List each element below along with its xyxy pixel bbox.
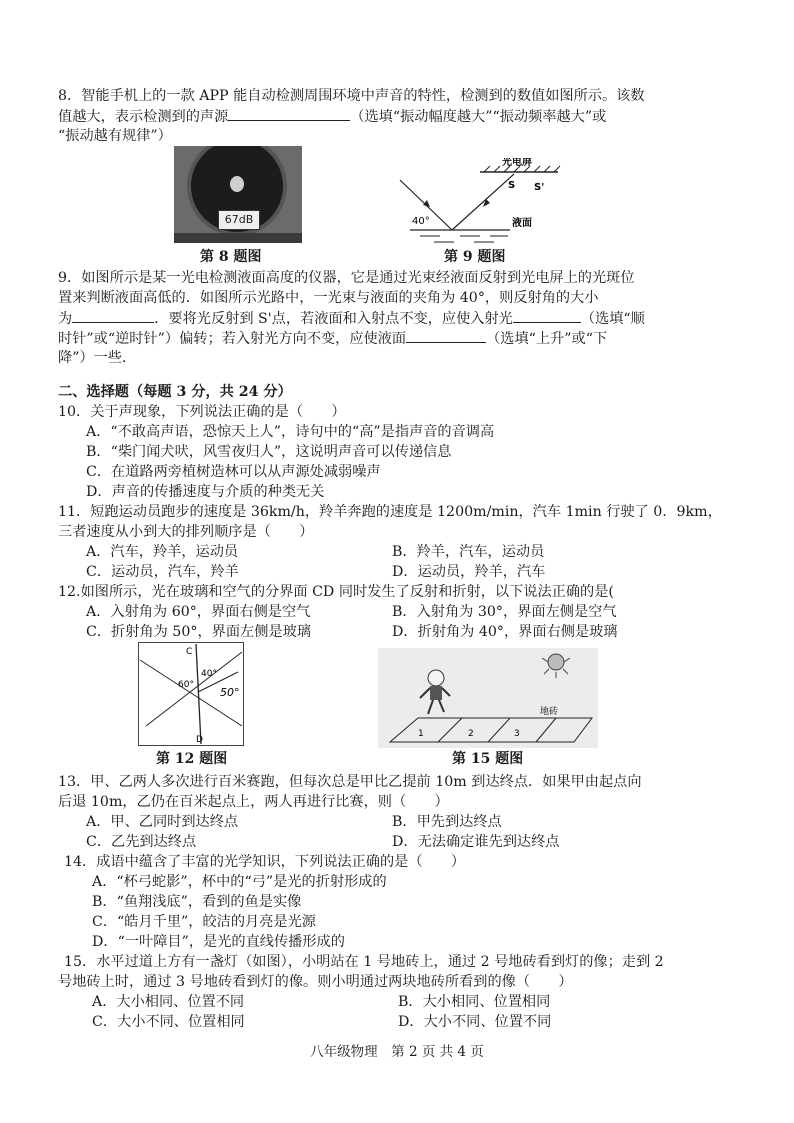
q14-option-b[interactable]: B．“鱼翔浅底”，看到的鱼是实像 [92,894,302,910]
microphone-icon [230,176,244,192]
figure-12-diagram [138,642,244,746]
q10-option-a[interactable]: A．“不敢高声语，恐惊天上人”，诗句中的“高”是指声音的音调高 [86,424,495,440]
q9-line3-a: 为 [58,311,73,327]
q9-blank-1[interactable] [72,308,154,323]
decibel-display [218,210,260,230]
q15-line2: 号地砖上时，通过 3 号地砖看到灯的像。则小明通过两块地砖所看到的像（ ） [58,974,573,990]
q10-option-c[interactable]: C．在道路两旁植树造林可以从声源处减弱噪声 [86,464,381,480]
q13-option-b[interactable]: B．甲先到达终点 [392,814,502,830]
floor-label: 地砖 [540,707,559,717]
q12-option-b[interactable]: B．入射角为 30°，界面左侧是空气 [392,604,617,620]
q14-option-c[interactable]: C．“皓月千里”，皎洁的月亮是光源 [92,914,316,930]
q12-option-c[interactable]: C．折射角为 50°，界面左侧是玻璃 [86,624,311,640]
q9-line3 [58,308,645,329]
q15-option-b[interactable]: B．大小相同、位置相同 [398,994,551,1010]
q9-line4-a: 时针”或“逆时针”）偏转；若入射光方向不变，应使液面 [58,331,407,347]
q12-stem: 12.如图所示，光在玻璃和空气的分界面 CD 同时发生了反射和折射，以下说法正确的是( [58,584,614,600]
label-60: 60° [178,680,194,690]
q14-stem: 14．成语中蕴含了丰富的光学知识，下列说法正确的是（ ） [64,854,466,870]
q11-option-b[interactable]: B．羚羊，汽车，运动员 [392,544,545,560]
q9-line5: 降”）一些． [58,350,137,366]
interface-cd [196,644,201,744]
label-c: C [186,647,193,657]
liquid-label: 液面 [512,218,532,229]
section-2-heading: 二、选择题（每题 3 分，共 24 分） [58,384,292,400]
q9-blank-3[interactable] [406,328,486,343]
tile-1-label: 1 [418,729,424,739]
q13-option-c[interactable]: C．乙先到达终点 [86,834,197,850]
label-40: 40° [201,669,217,679]
q8-line3: “振动越有规律”） [58,128,172,144]
q15-line1: 15．水平过道上方有一盏灯（如图），小明站在 1 号地砖上，通过 2 号地砖看到灯的像；走到 2 [64,954,664,970]
q15-option-c[interactable]: C．大小不同、位置相同 [92,1014,245,1030]
tile-3-label: 3 [514,729,520,739]
decibel-value: 67dB [224,213,254,226]
label-50: 50° [220,686,240,699]
figure-9-diagram [390,158,570,248]
q11-line1: 11．短跑运动员跑步的速度是 36km/h，羚羊奔跑的速度是 1200m/min，汽车 1min 行驶了 0．9km， [58,504,722,520]
q15-option-d[interactable]: D．大小不同、位置不同 [398,1014,552,1030]
label-d: D [196,735,203,745]
q9-line3-b: ．要将光反射到 S'点，若液面和入射点不变，应使入射光 [154,311,513,327]
figure-8-photo [174,146,302,243]
q15-option-a[interactable]: A．大小相同、位置不同 [92,994,245,1010]
q9-line3-c: （选填“顺 [580,311,645,327]
tile-2-label: 2 [468,729,474,739]
q8-line2 [58,106,606,127]
figure-12-caption: 第 12 题图 [156,751,228,767]
q8-line2-a: 值越大，表示检测到的声源 [58,109,229,125]
photo-base [174,233,302,243]
reflected-arrow [483,199,490,207]
q10-option-b[interactable]: B．“柴门闻犬吠，风雪夜归人”，这说明声音可以传递信息 [86,444,452,460]
q9-line1: 9．如图所示是某一光电检测液面高度的仪器，它是通过光束经液面反射到光电屏上的光斑位 [58,270,635,286]
figure-15-background [378,648,598,748]
q11-option-d[interactable]: D．运动员，羚羊，汽车 [392,564,546,580]
q13-option-a[interactable]: A．甲、乙同时到达终点 [86,814,239,830]
point-s-label: S [508,180,516,191]
point-s-prime-label: S' [534,182,545,193]
screen-label: 光电屏 [502,158,532,168]
q9-line4-b: （选填“上升”或“下 [486,331,608,347]
q9-line2: 置来判断液面高低的．如图所示光路中，一光束与液面的夹角为 40°，则反射角的大小 [58,290,599,306]
q11-option-c[interactable]: C．运动员，汽车，羚羊 [86,564,239,580]
figure-15-diagram [378,648,598,748]
liquid-waves [420,236,508,242]
q8-line1: 8．智能手机上的一款 APP 能自动检测周围环境中声音的特性，检测到的数值如图所示。该数 [58,88,645,104]
q9-blank-2[interactable] [513,308,581,323]
reflected-ray [452,174,514,230]
figure-15-caption: 第 15 题图 [452,751,524,767]
q10-option-d[interactable]: D．声音的传播速度与介质的种类无关 [86,484,325,500]
figure-9-caption: 第 9 题图 [444,249,506,265]
q14-option-d[interactable]: D．“一叶障目”，是光的直线传播形成的 [92,934,345,950]
q9-line4 [58,328,607,349]
q8-answer-blank[interactable] [228,106,350,121]
q13-option-d[interactable]: D．无法确定谁先到达终点 [392,834,560,850]
q13-line2: 后退 10m，乙仍在百米起点上，两人再进行比赛，则（ ） [58,794,449,810]
q10-stem: 10．关于声现象，下列说法正确的是（ ） [58,404,346,420]
q12-option-a[interactable]: A．入射角为 60°，界面右侧是空气 [86,604,311,620]
q13-line1: 13．甲、乙两人多次进行百米赛跑，但每次总是甲比乙提前 10m 到达终点．如果甲由起点向 [58,774,642,790]
page-footer: 八年级物理 第 2 页 共 4 页 [310,1044,484,1060]
figure-8-caption: 第 8 题图 [200,249,262,265]
q14-option-a[interactable]: A．“杯弓蛇影”，杯中的“弓”是光的折射形成的 [92,874,387,890]
q11-option-a[interactable]: A．汽车，羚羊，运动员 [86,544,239,560]
q11-line2: 三者速度从小到大的排列顺序是（ ） [58,524,314,540]
angle-40-label: 40° [412,216,430,227]
q8-line2-b: （选填“振动幅度越大”“振动频率越大”或 [350,109,607,125]
q12-option-d[interactable]: D．折射角为 40°，界面右侧是玻璃 [392,624,618,640]
